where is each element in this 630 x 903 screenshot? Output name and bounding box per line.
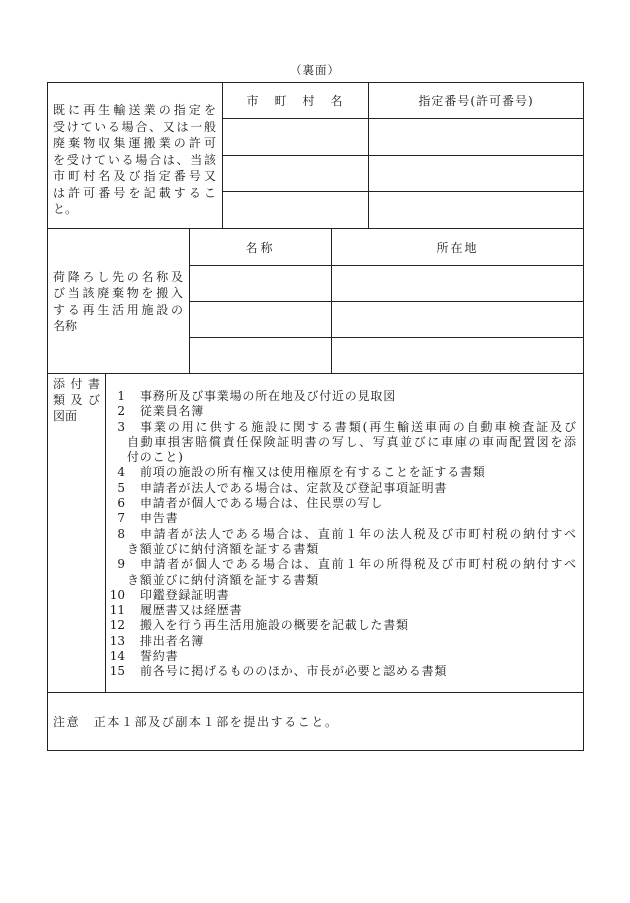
- item-text: 印鑑登録証明書: [140, 587, 230, 602]
- item-text: 前項の施設の所有権又は使用権原を有することを証する書類: [140, 465, 486, 480]
- instruction-line: 既に再生輸送業の指定を: [53, 103, 216, 117]
- attachments-list: [105, 373, 584, 693]
- item-text: 申請者が法人である場合は、直前１年の法人税及び市町村税の納付すべ: [140, 526, 576, 541]
- list-item-continuation: [106, 573, 583, 588]
- item-text: き額並びに納付済額を証する書類: [127, 541, 320, 556]
- item-text: 申請者が個人である場合は、住民票の写し: [140, 496, 384, 511]
- item-text: 搬入を行う再生活用施設の概要を記載した書類: [140, 618, 409, 633]
- facility-name-cell: [189, 337, 332, 374]
- list-item: [106, 389, 583, 404]
- submission-notice: [47, 692, 584, 751]
- list-item: [106, 481, 583, 496]
- item-text: き額並びに納付済額を証する書類: [127, 572, 320, 587]
- item-number: 1: [117, 389, 125, 403]
- instruction-line: 荷降ろし先の名称及: [53, 270, 183, 284]
- item-number: 10: [109, 587, 125, 602]
- list-item: [106, 588, 583, 603]
- permit-number-cell: [368, 191, 584, 229]
- item-text: 履歴書又は経歴書: [140, 603, 243, 618]
- list-item: [106, 603, 583, 618]
- instruction-line: と。: [53, 202, 78, 216]
- attachments-label: [47, 373, 106, 693]
- facility-location-column-header: [331, 228, 584, 266]
- facility-location-column-label: 所在地: [436, 240, 479, 255]
- municipality-instruction: [47, 82, 223, 229]
- item-number: 5: [117, 480, 125, 495]
- facility-name-column-label: 名称: [245, 240, 276, 255]
- item-text: 誓約書: [140, 649, 179, 664]
- permit-number-cell: [368, 118, 584, 156]
- list-item: [106, 496, 583, 511]
- facility-location-cell: [331, 337, 584, 374]
- facility-name-column-header: [189, 228, 332, 266]
- attachments-label-line: 類及び: [53, 393, 100, 407]
- municipality-cell: [222, 118, 369, 156]
- instruction-line: する再生活用施設の: [53, 302, 183, 317]
- item-number: 3: [117, 419, 125, 434]
- attachments-label-line: 添付書: [53, 377, 100, 391]
- item-text: 前各号に掲げるもののほか、市長が必要と認める書類: [140, 664, 448, 679]
- destination-instruction: [47, 228, 190, 374]
- instruction-line: 受けている場合、又は一般: [53, 119, 216, 134]
- item-number: 12: [109, 618, 125, 633]
- instruction-line: は許可番号を記載するこ: [53, 185, 216, 200]
- item-text: 従業員名簿: [140, 404, 205, 419]
- municipality-cell: [222, 155, 369, 192]
- item-text: 申告書: [140, 511, 179, 526]
- instruction-line: び当該廃棄物を搬入: [53, 286, 183, 301]
- list-item: [106, 404, 583, 419]
- municipality-column-header: [222, 82, 369, 119]
- notice-text: 注意 正本１部及び副本１部を提出すること。: [53, 715, 339, 729]
- list-item-continuation: [106, 435, 583, 450]
- item-text: 事業の用に供する施設に関する書類(再生輸送車両の自動車検査証及び: [140, 419, 576, 434]
- municipality-cell: [222, 191, 369, 229]
- item-text: 申請者が法人である場合は、定款及び登記事項証明書: [140, 480, 448, 495]
- facility-location-cell: [331, 265, 584, 302]
- item-number: 7: [117, 511, 125, 526]
- item-text: 付のこと): [127, 450, 184, 465]
- item-number: 4: [117, 465, 125, 480]
- list-item: [106, 465, 583, 480]
- item-number: 2: [117, 404, 125, 419]
- list-item: [106, 511, 583, 526]
- attachments-label-line: 図面: [53, 409, 78, 423]
- item-number: 15: [109, 664, 125, 679]
- list-item: [106, 557, 583, 572]
- instruction-line: 市町村名及び指定番号又: [53, 169, 216, 183]
- item-number: 8: [117, 526, 125, 541]
- item-number: 14: [109, 649, 125, 664]
- facility-name-cell: [189, 265, 332, 302]
- list-item: [106, 649, 583, 664]
- item-number: 11: [109, 603, 125, 618]
- item-number: 6: [117, 496, 125, 511]
- list-item: [106, 420, 583, 435]
- list-item-continuation: [106, 450, 583, 465]
- list-item: [106, 634, 583, 649]
- municipality-column-label: 市 町 村 名: [246, 94, 345, 108]
- facility-name-cell: [189, 301, 332, 338]
- item-number: 9: [117, 557, 125, 572]
- instruction-line: 廃棄物収集運搬業の許可: [53, 136, 216, 150]
- item-text: 排出者名簿: [140, 633, 205, 648]
- item-text: 事務所及び事業場の所在地及び付近の見取図: [140, 389, 397, 403]
- item-text: 自動車損害賠償責任保険証明書の写し、写真並びに車庫の車両配置図を添: [127, 434, 576, 449]
- list-item: [106, 527, 583, 542]
- page-side-label: （裏面）: [290, 63, 340, 77]
- list-item: [106, 664, 583, 679]
- instruction-line: を受けている場合は、当該: [53, 152, 216, 167]
- instruction-line: 名称: [53, 318, 78, 333]
- permit-number-column-header: [368, 82, 584, 119]
- list-item: [106, 618, 583, 633]
- permit-number-cell: [368, 155, 584, 192]
- permit-number-column-label: 指定番号(許可番号): [418, 94, 534, 108]
- item-number: 13: [109, 633, 125, 648]
- list-item-continuation: [106, 542, 583, 557]
- item-text: 申請者が個人である場合は、直前１年の所得税及び市町村税の納付すべ: [140, 557, 576, 572]
- facility-location-cell: [331, 301, 584, 338]
